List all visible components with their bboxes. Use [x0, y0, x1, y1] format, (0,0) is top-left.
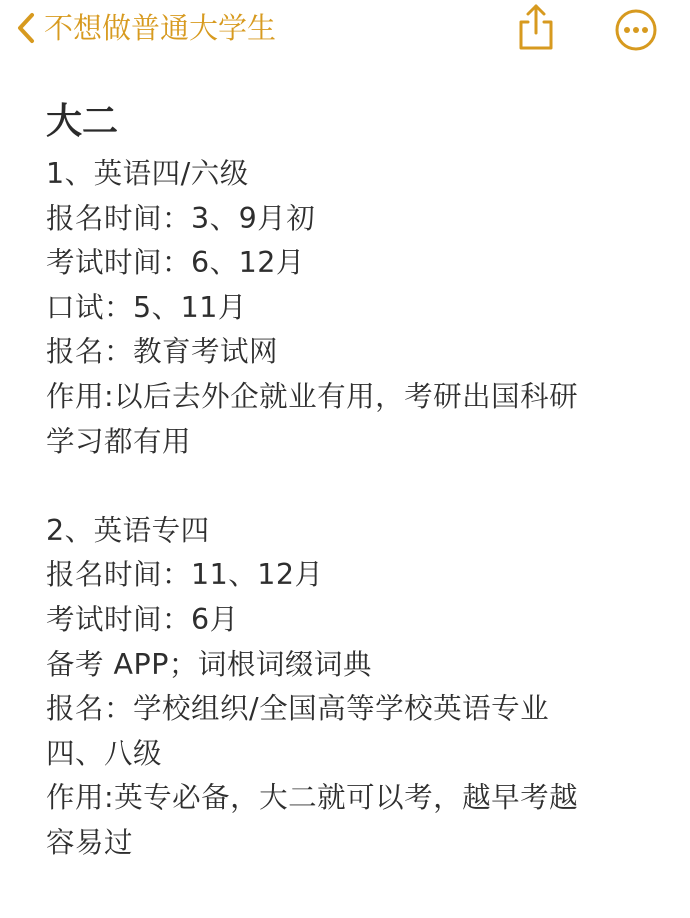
register-time: 报名时间：11、12月 [46, 558, 324, 592]
oral-exam: 口试：5、11月 [46, 290, 247, 324]
back-button[interactable] [12, 8, 276, 48]
note-title: 大二 [46, 101, 119, 142]
blank-line [46, 464, 666, 509]
section-heading: 1、英语四/六级 [46, 157, 249, 190]
back-label: 不想做普通大学生 [44, 11, 277, 45]
usage-line: 作用:以后去外企就业有用，考研出国科研 [46, 379, 579, 413]
register-info: 四、八级 [46, 736, 163, 770]
section-heading: 2、英语专四 [46, 513, 210, 547]
usage-line: 作用:英专必备，大二就可以考，越早考越 [46, 781, 579, 815]
share-button[interactable] [512, 2, 560, 52]
note-body[interactable] [46, 92, 666, 866]
navigation-bar [0, 0, 690, 60]
register-info: 报名：学校组织/全国高等学校英语专业 [46, 692, 550, 726]
register-time: 报名时间：3、9月初 [46, 201, 316, 235]
prep-app: 备考 APP；词根词缀词典 [46, 647, 372, 681]
exam-time: 考试时间：6、12月 [46, 246, 305, 280]
chevron-left-icon [12, 8, 40, 48]
more-icon [612, 6, 660, 54]
register-site: 报名：教育考试网 [46, 335, 279, 369]
share-icon [512, 2, 560, 52]
usage-line: 学习都有用 [46, 424, 192, 458]
more-button[interactable] [612, 6, 660, 54]
usage-line: 容易过 [46, 825, 134, 859]
exam-time: 考试时间：6月 [46, 602, 239, 636]
